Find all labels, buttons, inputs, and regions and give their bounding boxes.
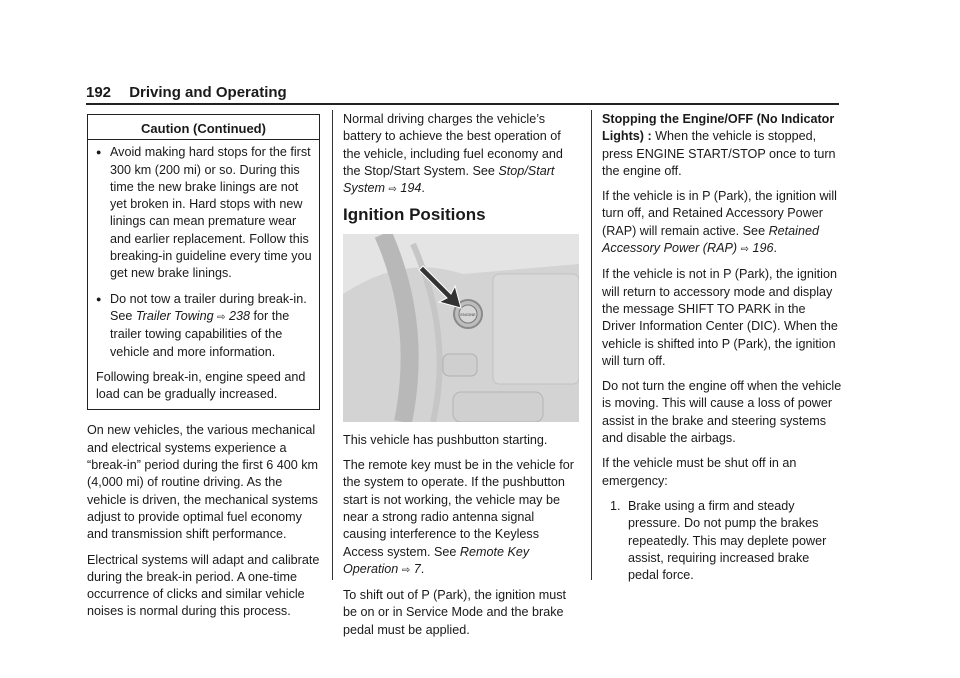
page-ref-number[interactable]: 196 bbox=[752, 241, 774, 256]
caution-box bbox=[87, 114, 320, 410]
page-ref-icon: ⇨ bbox=[388, 184, 397, 196]
column-divider bbox=[591, 110, 592, 580]
emergency-steps-list bbox=[602, 498, 842, 584]
page-ref-number[interactable]: 194 bbox=[400, 181, 422, 196]
page-number: 192 bbox=[86, 84, 112, 101]
paragraph: Normal driving charges the vehicle’s battery to achieve the best operation of the vehicle, including fuel economy and the Stop/Start System. See Stop/Start System ⇨ 194. bbox=[343, 112, 563, 196]
page-ref-number[interactable]: 238 bbox=[229, 308, 251, 323]
paragraph: On new vehicles, the various mechanical and electrical systems experience a “break-in” period during the first 6 400 km (4,000 mi) of routine driving. As the vehicle is driven, the mechanical systems adjust to provide optimal fuel economy and transmission shift performance. bbox=[87, 423, 318, 542]
column-divider bbox=[332, 110, 333, 580]
list-item: 1. Brake using a firm and steady pressure. Do not pump the brakes repeatedly. This may deplete power assist, requiring increased brake pedal force. bbox=[610, 498, 827, 583]
caution-title: Caution (Continued) bbox=[88, 118, 319, 140]
paragraph: Stopping the Engine/OFF (No Indicator Lights) : When the vehicle is stopped, press ENGINE START/STOP once to turn the engine off. bbox=[602, 112, 836, 178]
cross-reference-link[interactable]: Trailer Towing bbox=[135, 308, 214, 323]
caution-closing: Following break-in, engine speed and load can be gradually increased. bbox=[96, 369, 306, 402]
column-1 bbox=[87, 114, 320, 629]
caution-bullet: ● Avoid making hard stops for the first 300 km (200 mi) or so. During this time the new brake linings are not yet broken in. Hard stops with new linings can mean premature wear and earlier replacement. Follow this breaking-in guideline every time you get new brake linings. bbox=[96, 144, 312, 282]
ignition-button-illustration bbox=[343, 234, 579, 422]
paragraph: Do not turn the engine off when the vehicle is moving. This will cause a loss of power assist in the brake and steering systems and disable the airbags. bbox=[602, 379, 842, 446]
cross-reference-link[interactable]: Stop/Start System bbox=[343, 163, 555, 196]
paragraph: To shift out of P (Park), the ignition must be on or in Service Mode and the brake pedal must be applied. bbox=[343, 588, 567, 637]
caution-bullet: ● Do not tow a trailer during break-in. See Trailer Towing ⇨ 238 for the trailer towing capabilities of the vehicle and more information. bbox=[96, 291, 312, 361]
cross-reference-link[interactable]: Remote Key Operation bbox=[343, 544, 530, 576]
paragraph: If the vehicle is not in P (Park), the ignition will return to accessory mode and display the message SHIFT TO PARK in the Driver Information Center (DIC). When the vehicle is shifted into P (Park), the ignition will turn off. bbox=[602, 267, 838, 368]
page-ref-number[interactable]: 7 bbox=[413, 561, 421, 576]
header-rule bbox=[86, 103, 839, 105]
column-3 bbox=[602, 111, 842, 584]
paragraph: The remote key must be in the vehicle for the system to operate. If the pushbutton start is not working, the vehicle may be near a strong radio antenna signal causing interference to the Keyless Access system. See Remote Key Operation ⇨ 7. bbox=[343, 458, 574, 576]
paragraph: If the vehicle must be shut off in an emergency: bbox=[602, 456, 797, 488]
page-ref-icon: ⇨ bbox=[740, 244, 749, 256]
svg-text:ENGINE: ENGINE bbox=[460, 311, 476, 317]
step-number: 1. bbox=[610, 498, 621, 513]
section-heading: Ignition Positions bbox=[343, 205, 486, 225]
section-title: Driving and Operating bbox=[129, 84, 287, 101]
page-ref-icon: ⇨ bbox=[401, 564, 411, 576]
paragraph: If the vehicle is in P (Park), the ignition will turn off, and Retained Accessory Power (RAP) will remain active. See Retained Accessory Power (RAP) ⇨ 196. bbox=[602, 189, 837, 256]
run-in-heading: Stopping the Engine/OFF (No Indicator Lights) : bbox=[602, 112, 835, 144]
page-header bbox=[86, 84, 287, 101]
paragraph: Electrical systems will adapt and calibrate during the break-in period. A one-time occurrence of clicks and similar vehicle noises is normal during this process. bbox=[87, 552, 320, 619]
cross-reference-link[interactable]: Retained Accessory Power (RAP) bbox=[602, 223, 819, 256]
paragraph: This vehicle has pushbutton starting. bbox=[343, 432, 548, 447]
column-2 bbox=[343, 111, 579, 647]
page-ref-icon: ⇨ bbox=[217, 311, 226, 323]
